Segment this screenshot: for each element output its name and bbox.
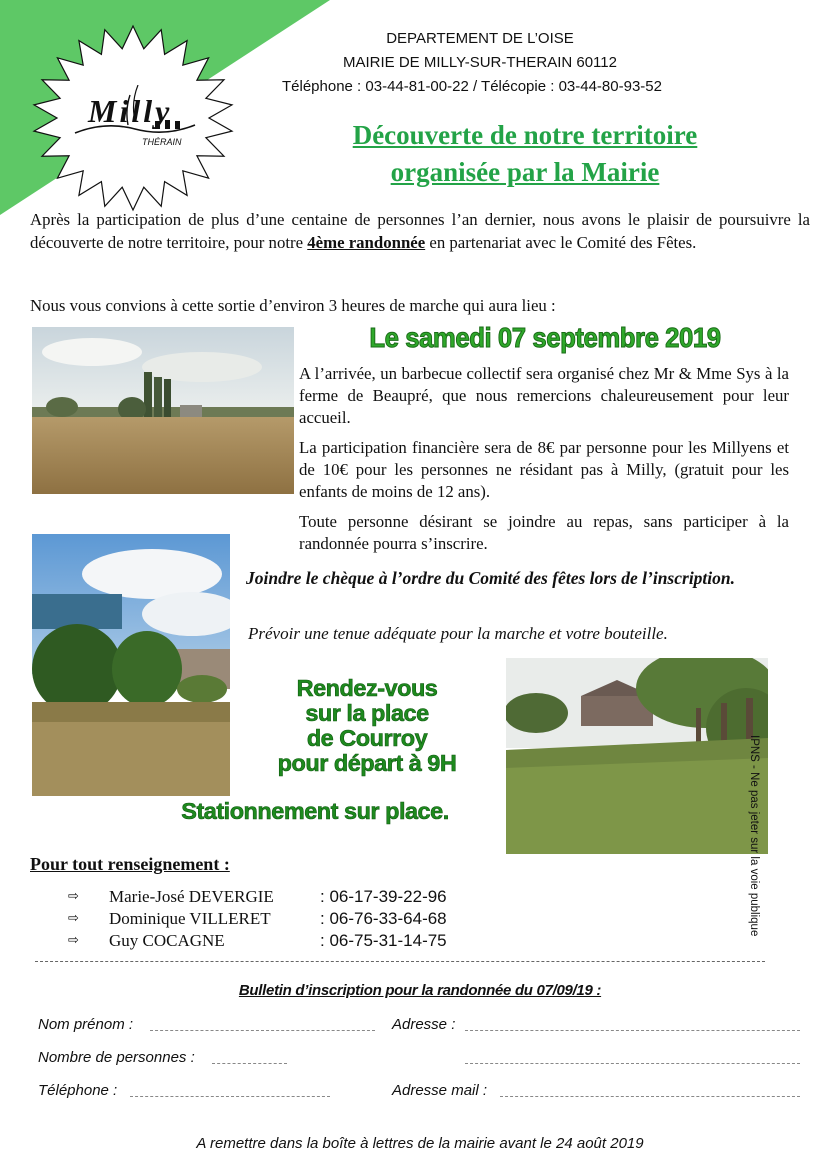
logo-subtext: THÉRAIN bbox=[142, 137, 182, 147]
contact-row bbox=[68, 931, 488, 951]
photo-place bbox=[506, 658, 768, 854]
invite-text: Nous vous convions à cette sortie d’environ 3 heures de marche qui aura lieu : bbox=[30, 296, 556, 315]
page-title-line1: Découverte de notre territoire bbox=[352, 120, 698, 150]
logo-text: Milly bbox=[88, 93, 173, 129]
details-gear: Prévoir une tenue adéquate pour la marche et votre bouteille. bbox=[248, 624, 668, 643]
header-phones: Téléphone : 03-44-81-00-22 / Télécopie : 03-44-80-93-52 bbox=[282, 78, 662, 95]
parking-note: Stationnement sur place. bbox=[181, 798, 449, 824]
form-title: Bulletin d’inscription pour la randonnée du 07/09/19 : bbox=[238, 982, 602, 999]
address-field[interactable] bbox=[465, 1030, 800, 1031]
event-date: Le samedi 07 septembre 2019 bbox=[369, 322, 721, 353]
meeting-line1: Rendez-vous bbox=[296, 675, 438, 701]
people-field[interactable] bbox=[212, 1063, 287, 1064]
contact-name: Guy COCAGNE bbox=[109, 931, 225, 950]
contact-phone[interactable]: : 06-75-31-14-75 bbox=[320, 931, 447, 950]
contact-name: Marie-José DEVERGIE bbox=[109, 887, 274, 906]
email-field[interactable] bbox=[500, 1096, 800, 1097]
photo-field bbox=[32, 327, 294, 494]
header-mairie: MAIRIE DE MILLY-SUR-THERAIN 60112 bbox=[343, 54, 617, 71]
meeting-line3: de Courroy bbox=[306, 725, 428, 751]
email-label: Adresse mail : bbox=[392, 1082, 488, 1099]
details-price: La participation financière sera de 8€ par personne pour les Millyens et de 10€ pour les personnes ne résidant pas à Milly, (gratuit pour les enfants de moins de 12 ans). bbox=[299, 438, 789, 501]
header-department: DEPARTEMENT DE L’OISE bbox=[386, 30, 574, 47]
intro-before: Après la participation de plus d’une centaine de personnes l’an dernier, nous avons le plaisir de poursuivre la découverte de notre territoire, pour notre bbox=[30, 210, 810, 252]
footer-note: A remettre dans la boîte à lettres de la mairie avant le 24 août 2019 bbox=[196, 1135, 644, 1152]
intro-highlight: 4ème randonnée bbox=[307, 233, 426, 252]
contact-title: Pour tout renseignement : bbox=[30, 854, 230, 874]
contact-row bbox=[68, 909, 488, 929]
contact-phone[interactable]: : 06-17-39-22-96 bbox=[320, 887, 447, 906]
intro-paragraph bbox=[30, 208, 810, 254]
address-label: Adresse : bbox=[392, 1016, 456, 1033]
meeting-point bbox=[232, 676, 502, 776]
logo bbox=[70, 85, 200, 155]
arrow-right-icon: ⇨ bbox=[68, 911, 79, 926]
arrow-right-icon: ⇨ bbox=[68, 933, 79, 948]
phone-field[interactable] bbox=[130, 1096, 330, 1097]
details-barbecue: A l’arrivée, un barbecue collectif sera organisé chez Mr & Mme Sys à la ferme de Beaupré, que nous remercions chaleureusement pour leur accueil. bbox=[299, 364, 789, 427]
photo-bushes bbox=[32, 534, 230, 796]
meeting-line2: sur la place bbox=[305, 700, 429, 726]
people-label: Nombre de personnes : bbox=[38, 1049, 195, 1066]
details-meal-only: Toute personne désirant se joindre au repas, sans participer à la randonnée pourra s’inscrire. bbox=[299, 512, 789, 553]
name-field[interactable] bbox=[150, 1030, 375, 1031]
side-note: IPNS - Ne pas jeter sur la voie publique bbox=[748, 735, 760, 937]
arrow-right-icon: ⇨ bbox=[68, 889, 79, 904]
name-label: Nom prénom : bbox=[38, 1016, 134, 1033]
cut-separator bbox=[35, 961, 765, 962]
phone-label: Téléphone : bbox=[38, 1082, 118, 1099]
contact-name: Dominique VILLERET bbox=[109, 909, 271, 928]
intro-after: en partenariat avec le Comité des Fêtes. bbox=[425, 233, 697, 252]
contact-row bbox=[68, 887, 488, 907]
page-title-line2: organisée par la Mairie bbox=[390, 157, 660, 187]
details-cheque: Joindre le chèque à l’ordre du Comité des fêtes lors de l’inscription. bbox=[246, 568, 736, 588]
meeting-line4: pour départ à 9H bbox=[277, 750, 457, 776]
contact-phone[interactable]: : 06-76-33-64-68 bbox=[320, 909, 447, 928]
address-field-line2[interactable] bbox=[465, 1063, 800, 1064]
